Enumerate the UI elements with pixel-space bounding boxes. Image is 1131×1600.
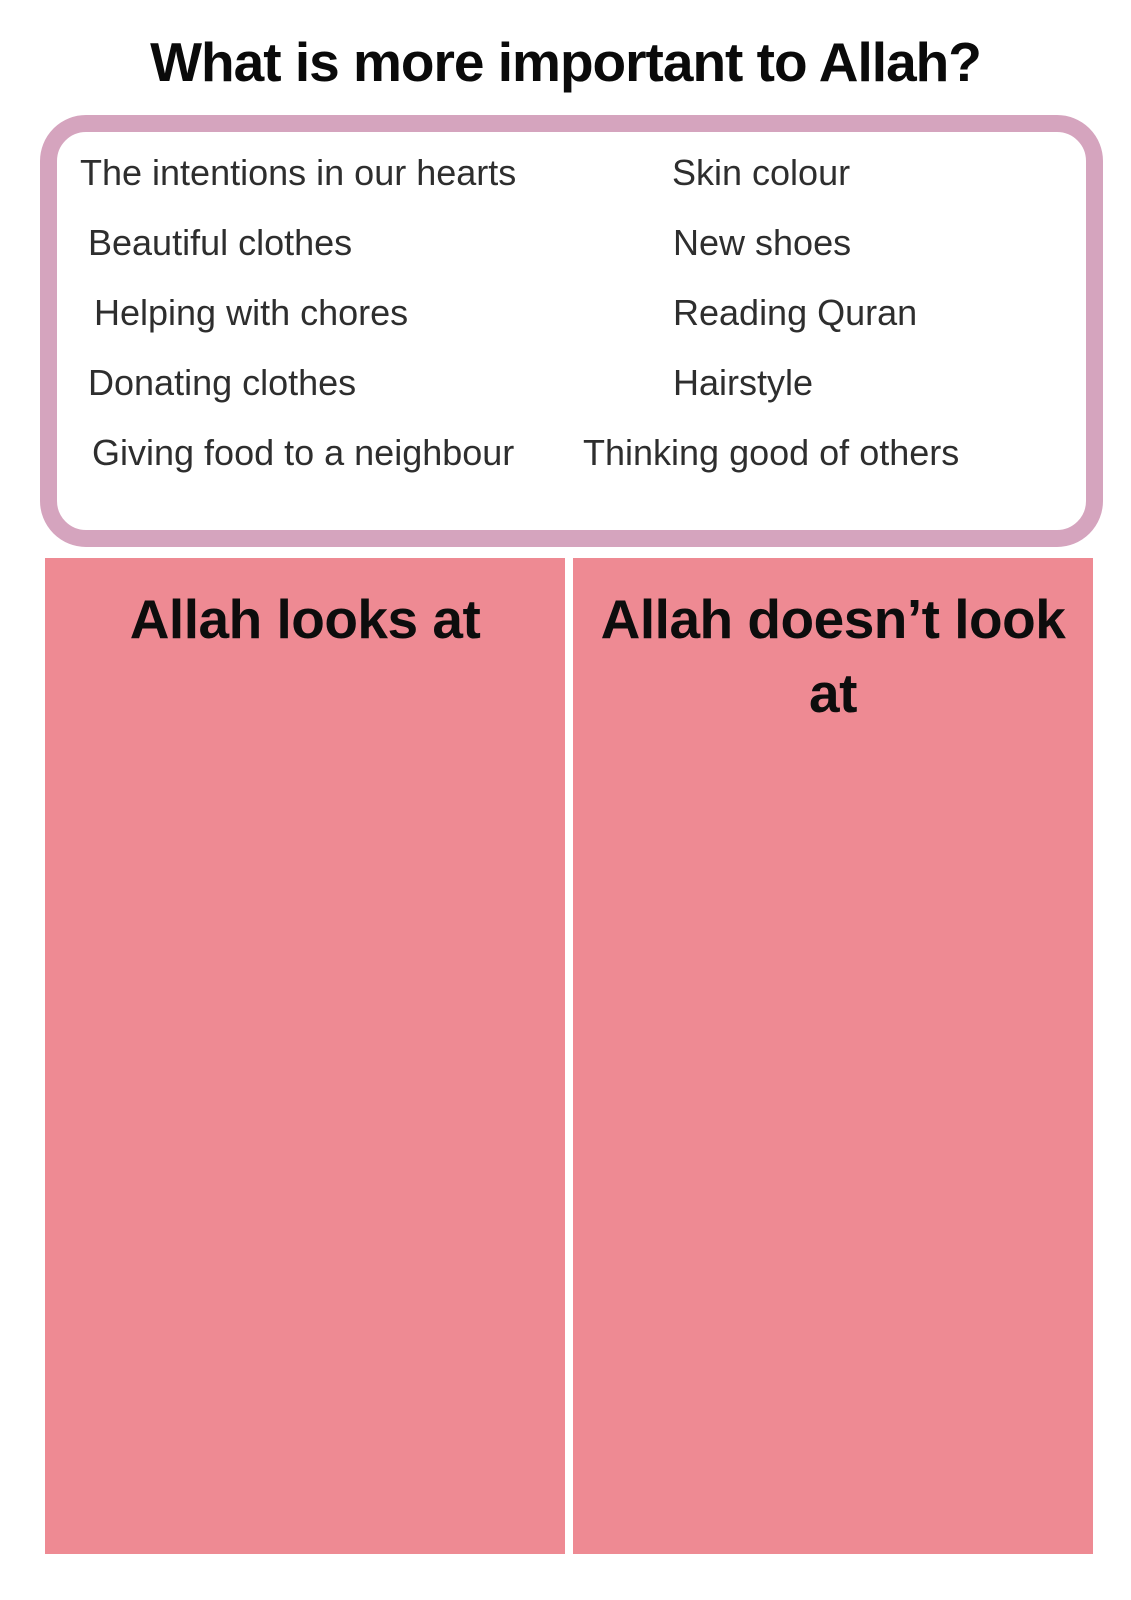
word-bank-item[interactable]: Hairstyle (673, 362, 814, 403)
word-bank-item[interactable]: Thinking good of others (583, 432, 960, 473)
word-bank-item[interactable]: Reading Quran (673, 292, 918, 333)
word-bank-item[interactable]: Helping with chores (94, 292, 409, 333)
column-heading-doesnt-look-at: Allah doesn’t look at (600, 588, 1066, 724)
word-bank-item[interactable]: Giving food to a neighbour (92, 432, 515, 473)
allah-looks-at-column[interactable] (45, 558, 565, 1554)
word-bank-item[interactable]: Beautiful clothes (88, 222, 353, 263)
word-bank-item[interactable]: Donating clothes (88, 362, 357, 403)
column-heading-looks-at: Allah looks at (129, 588, 481, 650)
word-bank-item[interactable]: New shoes (673, 222, 852, 263)
allah-doesnt-look-at-column[interactable] (573, 558, 1093, 1554)
worksheet-title: What is more important to Allah? (150, 31, 981, 93)
word-bank-item[interactable]: Skin colour (672, 152, 851, 193)
word-bank-grid (57, 132, 1086, 530)
word-bank-item[interactable]: The intentions in our hearts (80, 152, 517, 193)
word-bank-box (40, 115, 1103, 547)
